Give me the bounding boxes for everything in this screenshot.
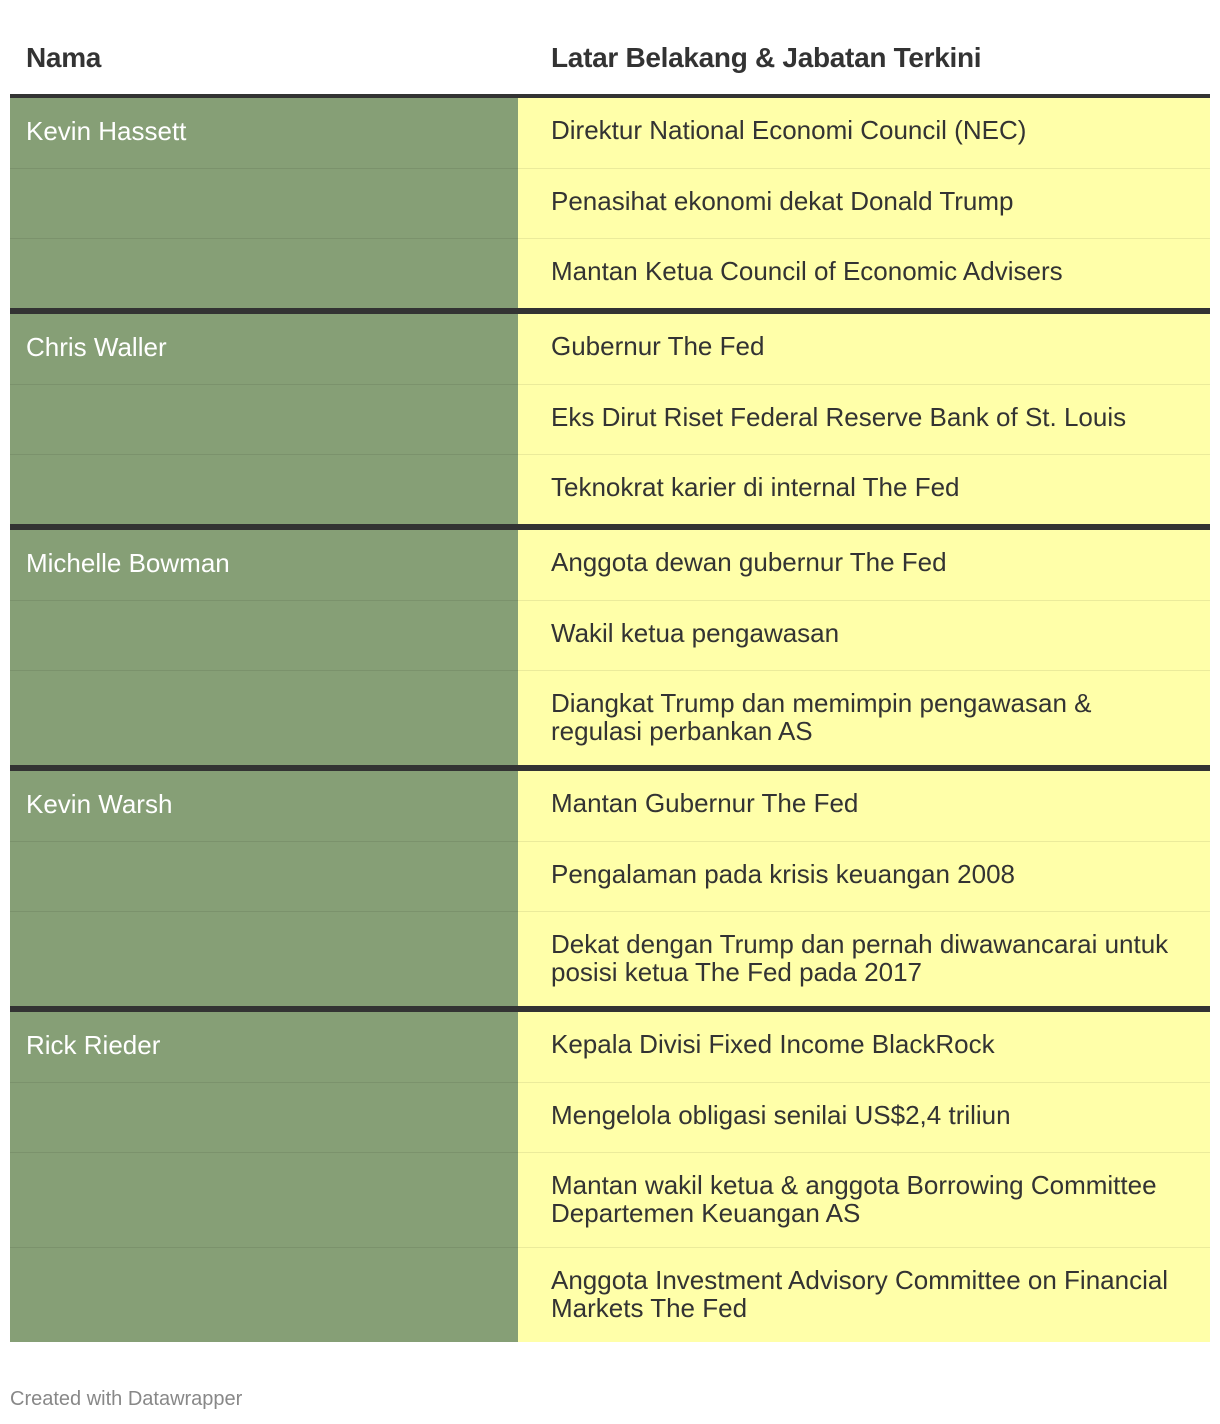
background-item: Teknokrat karier di internal The Fed [518,454,1210,524]
person-name-empty [10,454,518,524]
person-name: Rick Rieder [10,1012,518,1082]
background-item: Pengalaman pada krisis keuangan 2008 [518,841,1210,911]
person-name-empty [10,1247,518,1342]
data-table [10,0,1210,1342]
person-name: Kevin Warsh [10,771,518,841]
table-group-michelle-bowman [10,524,1210,765]
background-item: Penasihat ekonomi dekat Donald Trump [518,168,1210,238]
table-row [10,384,1210,454]
table-row [10,771,1210,841]
background-item: Mantan Ketua Council of Economic Advisers [518,238,1210,308]
table-header [10,0,1210,98]
background-item: Mantan Gubernur The Fed [518,771,1210,841]
person-name-empty [10,1152,518,1247]
header-background: Latar Belakang & Jabatan Terkini [551,42,982,73]
table-row [10,600,1210,670]
table-row [10,1247,1210,1342]
person-name-empty [10,841,518,911]
background-item: Gubernur The Fed [518,314,1210,384]
background-item: Kepala Divisi Fixed Income BlackRock [518,1012,1210,1082]
person-name-empty [10,384,518,454]
person-name: Chris Waller [10,314,518,384]
background-item: Anggota dewan gubernur The Fed [518,530,1210,600]
table-row [10,454,1210,524]
person-name-empty [10,600,518,670]
background-item: Direktur National Economi Council (NEC) [518,98,1210,168]
person-name: Kevin Hassett [10,98,518,168]
person-name-empty [10,1082,518,1152]
header-name: Nama [26,42,102,73]
table-group-chris-waller [10,308,1210,524]
background-item: Dekat dengan Trump dan pernah diwawancarai untuk posisi ketua The Fed pada 2017 [518,911,1210,1006]
background-item: Diangkat Trump dan memimpin pengawasan & regulasi perbankan AS [518,670,1210,765]
background-item: Anggota Investment Advisory Committee on Financial Markets The Fed [518,1247,1210,1342]
background-item: Eks Dirut Riset Federal Reserve Bank of St. Louis [518,384,1210,454]
person-name-empty [10,670,518,765]
table-row [10,168,1210,238]
table-row [10,1152,1210,1247]
table-group-rick-rieder [10,1006,1210,1342]
person-name-empty [10,238,518,308]
table-row [10,98,1210,168]
background-item: Mengelola obligasi senilai US$2,4 triliun [518,1082,1210,1152]
table-row [10,670,1210,765]
table-group-kevin-warsh [10,765,1210,1006]
table-row [10,841,1210,911]
person-name-empty [10,911,518,1006]
table-group-kevin-hassett [10,98,1210,308]
datawrapper-credit: Created with Datawrapper [10,1388,243,1410]
table-row [10,1012,1210,1082]
table-row [10,314,1210,384]
table-row [10,1082,1210,1152]
table-row [10,238,1210,308]
person-name-empty [10,168,518,238]
table-row [10,530,1210,600]
table-row [10,911,1210,1006]
background-item: Mantan wakil ketua & anggota Borrowing Committee Departemen Keuangan AS [518,1152,1210,1247]
person-name: Michelle Bowman [10,530,518,600]
background-item: Wakil ketua pengawasan [518,600,1210,670]
